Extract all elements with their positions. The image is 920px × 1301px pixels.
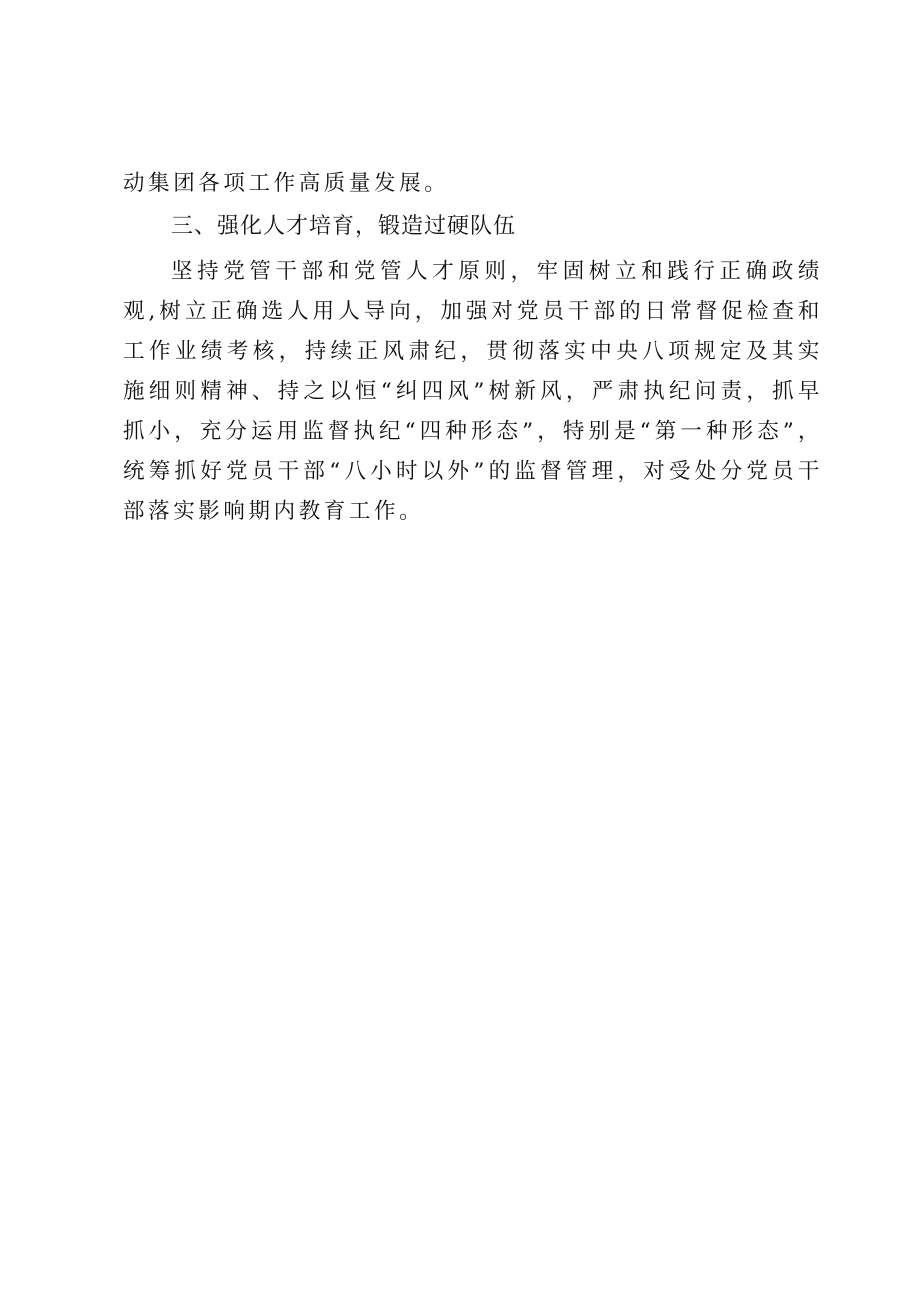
body-paragraph: 坚持党管干部和党管人才原则，牢固树立和践行正确政绩观,树立正确选人用人导向，加强对党员干部的日常督促检查和工作业绩考核，持续正风肃纪，贯彻落实中央八项规定及其实施细则精神、持之以恒“纠四风”树新风，严肃执纪问责，抓早抓小，充分运用监督执纪“四种形态”，特别是“第一种形态”，统筹抓好党员干部“八小时以外”的监督管理，对受处分党员干部落实影响期内教育工作。 [123,259,823,524]
continuation-text: 动集团各项工作高质量发展。 [123,171,450,196]
section-heading: 三、强化人才培育，锻造过硬队伍 [171,214,517,239]
